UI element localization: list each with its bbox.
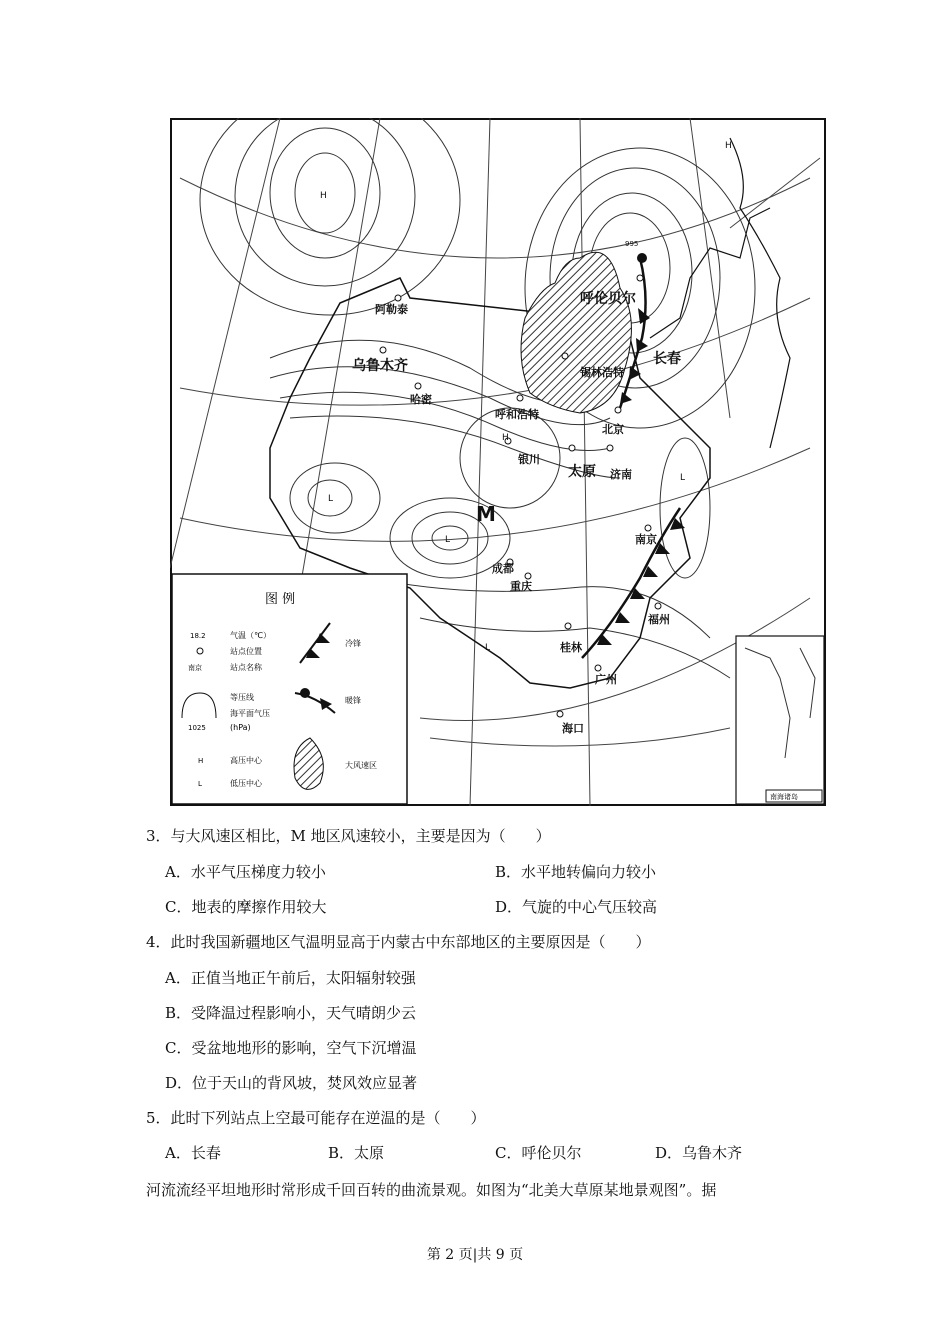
q4-option-d[interactable]: D．位于天山的背风坡，焚风效应显著 (165, 1074, 418, 1092)
city-label: 成都 (492, 562, 514, 575)
legend-item: 高压中心 (230, 756, 262, 765)
q5-option-a[interactable]: A．长春 (165, 1144, 221, 1162)
q4-option-b[interactable]: B．受降温过程影响小，天气晴朗少云 (165, 1004, 417, 1022)
legend (172, 574, 407, 804)
legend-item: 低压中心 (230, 779, 262, 788)
city-label: 福州 (648, 613, 670, 626)
legend-item: 站点位置 (230, 647, 262, 656)
legend-item: 南京 (188, 664, 202, 672)
map-symbol: L (445, 535, 451, 545)
q4-option-c[interactable]: C．受盆地地形的影响，空气下沉增温 (165, 1039, 417, 1057)
legend-item: 大风速区 (345, 761, 377, 770)
map-symbol: H (502, 433, 509, 443)
map-symbol: L (680, 473, 686, 483)
q3-option-a[interactable]: A．水平气压梯度力较小 (165, 863, 326, 881)
legend-item: 站点名称 (230, 663, 262, 672)
city-label: 桂林 (560, 641, 582, 654)
city-label: 呼伦贝尔 (580, 291, 636, 307)
city-label: 呼和浩特 (495, 408, 539, 421)
city-label: 锡林浩特 (580, 366, 624, 379)
map-symbol: L (485, 643, 491, 653)
city-label: 北京 (602, 423, 624, 436)
svg-text:南海诸岛: 南海诸岛 (770, 793, 798, 801)
q5-option-c[interactable]: C．呼伦贝尔 (495, 1144, 582, 1162)
q3-option-b[interactable]: B．水平地转偏向力较小 (495, 863, 657, 881)
legend-item: 冷锋 (345, 639, 361, 648)
city-label: 南京 (635, 533, 657, 546)
city-label: 银川 (518, 453, 540, 466)
city-label: 哈密 (410, 393, 432, 406)
map-symbol: H (320, 191, 327, 201)
q4-option-a[interactable]: A．正值当地正午前后，太阳辐射较强 (165, 969, 416, 987)
city-label: 海口 (562, 722, 584, 735)
city-label: 阿勒泰 (375, 303, 408, 316)
legend-item: (hPa) (230, 723, 251, 732)
passage-intro: 河流流经平坦地形时常形成千回百转的曲流景观。如图为“北美大草原某地景观图”。据 (146, 1181, 717, 1199)
city-label: 广州 (595, 673, 617, 686)
question-3-stem: 3．与大风速区相比，M 地区风速较小，主要是因为（ ） (146, 827, 551, 845)
svg-text:图 例: 图 例 (265, 592, 296, 607)
legend-item: 海平面气压 (230, 709, 270, 718)
legend-item: 等压线 (230, 693, 254, 702)
city-label: 长春 (653, 351, 681, 367)
page-footer: 第 2 页|共 9 页 (426, 1247, 524, 1263)
weather-map (170, 118, 826, 806)
city-label: 乌鲁木齐 (352, 358, 408, 374)
legend-item: 18.2 (190, 632, 206, 640)
legend-item: 暖锋 (345, 696, 361, 705)
q5-option-d[interactable]: D．乌鲁木齐 (655, 1144, 743, 1162)
map-symbol: 995 (625, 240, 639, 248)
city-label: 太原 (568, 464, 596, 480)
q5-option-b[interactable]: B．太原 (328, 1144, 385, 1162)
question-4-stem: 4．此时我国新疆地区气温明显高于内蒙古中东部地区的主要原因是（ ） (146, 933, 651, 951)
city-label: 济南 (610, 468, 632, 481)
q3-option-d[interactable]: D．气旋的中心气压较高 (495, 898, 658, 916)
q3-option-c[interactable]: C．地表的摩擦作用较大 (165, 898, 327, 916)
legend-item: H (198, 757, 204, 765)
legend-item: 1025 (188, 724, 206, 732)
question-5-stem: 5．此时下列站点上空最可能存在逆温的是（ ） (146, 1109, 486, 1127)
south-china-sea-inset (736, 636, 824, 804)
map-symbol: M (476, 502, 496, 526)
city-label: 重庆 (510, 580, 532, 593)
legend-item: 气温（℃） (230, 631, 271, 640)
legend-item: L (198, 780, 202, 788)
map-symbol: H (725, 141, 732, 151)
map-symbol: L (328, 494, 334, 504)
